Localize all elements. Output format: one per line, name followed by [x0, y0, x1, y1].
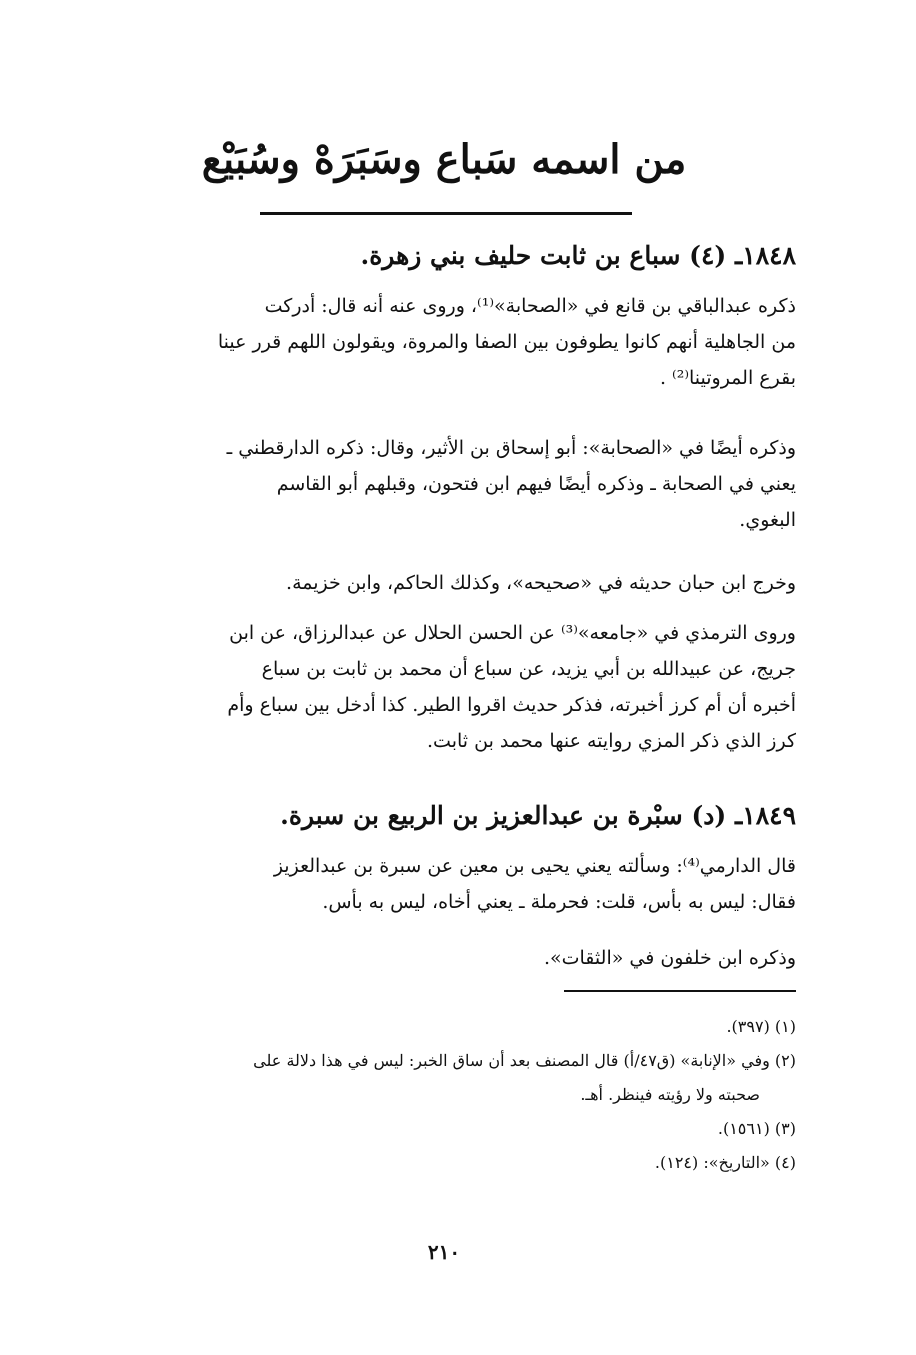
entry-1848-paragraph-1 — [92, 288, 796, 396]
text-line: البغوي. — [739, 509, 796, 531]
footnote-2-continuation: صحبته ولا رؤيته فينظر. أهـ. — [580, 1085, 760, 1104]
text-line: وذكره ابن خلفون في «الثقات». — [543, 947, 796, 969]
entry-1849-paragraph-2 — [92, 940, 796, 976]
text-line: أخبره أن أم كرز أخبرته، فذكر حديث اقروا الطير. كذا أدخل بين سباع وأم — [227, 694, 796, 716]
page-number: ٢١٠ — [427, 1240, 461, 1264]
footnote-1: (١) (٣٩٧). — [726, 1017, 796, 1036]
footnote-2: (٢) وفي «الإنابة» (ق٤٧/أ) قال المصنف بعد أن ساق الخبر: ليس في هذا دلالة على — [253, 1051, 796, 1070]
text-line: فقال: ليس به بأس، قلت: فحرملة ـ يعني أخاه، ليس به بأس. — [322, 891, 796, 913]
text-line: كرز الذي ذكر المزي روايته عنها محمد بن ثابت. — [427, 730, 796, 752]
text-line: قال الدارمي⁽⁴⁾: وسألته يعني يحيى بن معين عن سبرة بن عبدالعزيز — [273, 855, 796, 877]
text-line: جريج، عن عبيدالله بن أبي يزيد، عن سباع أن محمد بن ثابت بن سباع — [261, 658, 796, 680]
chapter-title: من اسمه سَباع وسَبَرَهْ وسُبَيْع — [201, 136, 687, 183]
text-line: وروى الترمذي في «جامعه»⁽³⁾ عن الحسن الحلال عن عبدالرزاق، عن ابن — [229, 622, 796, 644]
entry-1848-paragraph-3 — [92, 565, 796, 601]
entry-1848-paragraph-2 — [92, 430, 796, 538]
footnote-3: (٣) (١٥٦١). — [717, 1119, 796, 1138]
book-page — [92, 100, 796, 1280]
entry-1849-paragraph-1 — [92, 848, 796, 920]
text-line: وخرج ابن حبان حديثه في «صحيحه»، وكذلك الحاكم، وابن خزيمة. — [286, 572, 796, 594]
entry-1848-paragraph-4 — [92, 615, 796, 759]
footnote-4: (٤) «التاريخ»: (١٢٤). — [654, 1153, 796, 1172]
entry-heading-1848: ١٨٤٨ـ (٤) سباع بن ثابت حليف بني زهرة. — [360, 241, 796, 270]
title-underline — [260, 212, 632, 215]
footnotes — [92, 1010, 796, 1180]
text-line: وذكره أيضًا في «الصحابة»: أبو إسحاق بن الأثير، وقال: ذكره الدارقطني ـ — [226, 437, 796, 459]
text-line: بقرع المروتينا⁽²⁾ . — [659, 367, 796, 389]
text-line: ذكره عبدالباقي بن قانع في «الصحابة»⁽¹⁾، وروى عنه أنه قال: أدركت — [264, 295, 796, 317]
text-line: يعني في الصحابة ـ وذكره أيضًا فيهم ابن فتحون، وقبلهم أبو القاسم — [276, 473, 796, 495]
entry-heading-1849: ١٨٤٩ـ (د) سبْرة بن عبدالعزيز بن الربيع بن سبرة. — [280, 801, 796, 830]
text-line: من الجاهلية أنهم كانوا يطوفون بين الصفا والمروة، ويقولون اللهم قرر عينا — [217, 331, 796, 353]
footnote-separator — [564, 990, 796, 992]
